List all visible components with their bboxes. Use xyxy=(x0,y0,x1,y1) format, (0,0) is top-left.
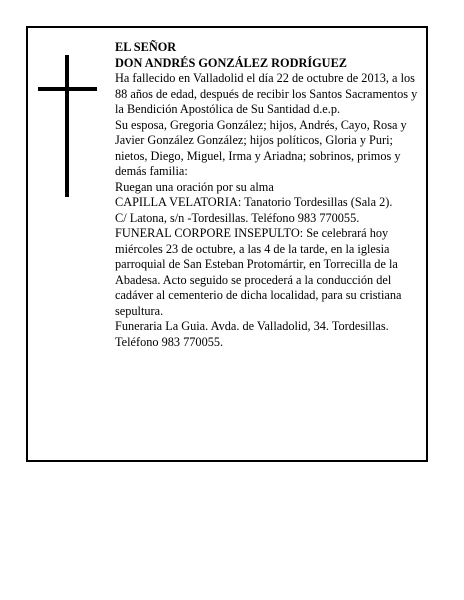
chapel-info: CAPILLA VELATORIA: Tanatorio Tordesillas (Sala 2). xyxy=(115,195,393,209)
heading-title: EL SEÑOR xyxy=(115,40,177,54)
death-announcement: Ha fallecido en Valladolid el día 22 de octubre de 2013, a los 88 años de edad, después de recibir los Santos Sacramentos y la Bendición Apostólica de Su Santidad d.e.p. xyxy=(115,71,418,116)
deceased-name: DON ANDRÉS GONZÁLEZ RODRÍGUEZ xyxy=(115,55,347,70)
funeral-info: FUNERAL CORPORE INSEPULTO: Se celebrará hoy miércoles 23 de octubre, a las 4 de la tarde, en la iglesia parroquial de San Esteban Protomártir, en Torrecilla de la Abadesa. Acto seguido se procederá a la conducción del cadáver al cementerio de dicha localidad, para su cristiana sepultura. xyxy=(115,226,402,318)
funeral-home-info: Funeraria La Guia. Avda. de Valladolid, 34. Tordesillas. Teléfono 983 770055. xyxy=(115,319,389,349)
family-list: Su esposa, Gregoria González; hijos, Andrés, Cayo, Rosa y Javier González González; hijos políticos, Gloria y Puri; nietos, Diego, Miguel, Irma y Ariadna; sobrinos, primos y demás familia: xyxy=(115,117,407,178)
cross-horizontal-bar xyxy=(38,87,97,91)
prayer-request: Ruegan una oración por su alma xyxy=(115,179,274,194)
cross-vertical-bar xyxy=(65,55,69,197)
chapel-address: C/ Latona, s/n -Tordesillas. Teléfono 983 770055. xyxy=(115,210,360,225)
obituary-text xyxy=(115,40,425,350)
latin-cross-icon xyxy=(38,55,97,197)
